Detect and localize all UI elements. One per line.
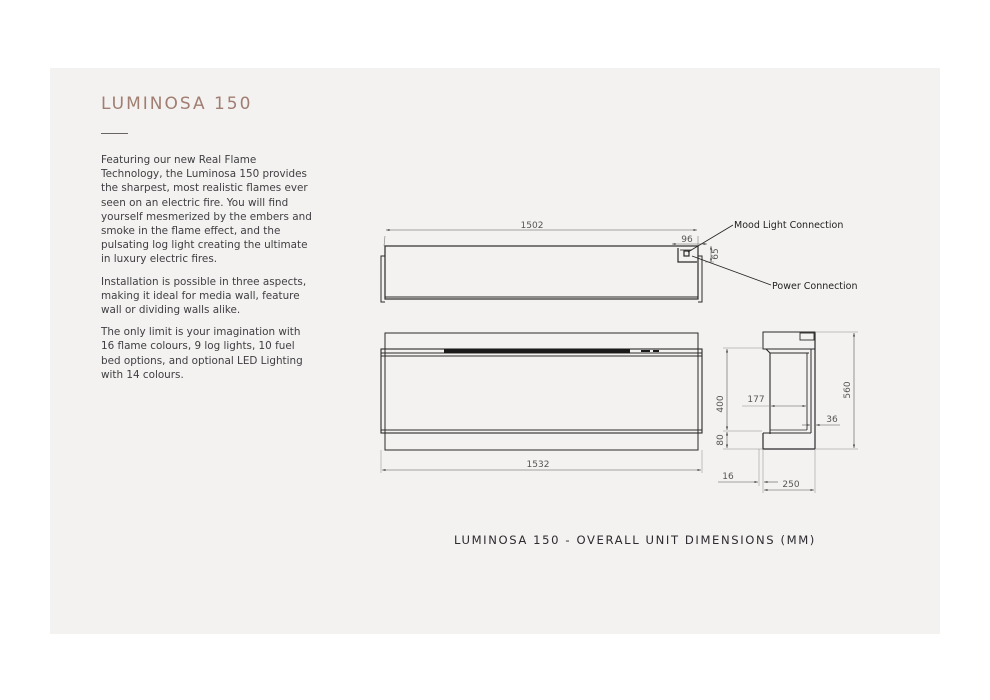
label-mood-light-connection: Mood Light Connection	[734, 220, 844, 231]
paragraph-features: Featuring our new Real Flame Technology, the Luminosa 150 provides the sharpest, most realistic flames ever seen on an electric fire. You will find yourself mesmerized by the embers and smoke in the flame effect, and the pulsating log light creating the ultimate in luxury electric fires.	[101, 154, 312, 266]
label-power-connection: Power Connection	[772, 281, 858, 292]
spec-sheet-page	[50, 68, 940, 634]
dim-total-height: 560	[843, 381, 853, 399]
page-title: LUMINOSA 150	[101, 94, 253, 114]
dim-connection-offset: 96	[681, 235, 693, 245]
dim-connection-depth: 65	[711, 248, 721, 260]
dim-lip: 16	[722, 472, 734, 482]
paragraph-options: The only limit is your imagination with 16 flame colours, 9 log lights, 10 fuel bed options, and optional LED Lighting with 14 colours.	[101, 326, 303, 381]
front-view	[381, 333, 702, 473]
side-view	[718, 332, 858, 493]
dim-opening-height: 400	[716, 395, 726, 413]
drawing-caption: LUMINOSA 150 - OVERALL UNIT DIMENSIONS (MM)	[454, 533, 816, 547]
paragraph-installation: Installation is possible in three aspects, making it ideal for media wall, feature wall or dividing walls alike.	[101, 275, 307, 317]
top-view	[381, 225, 771, 302]
dim-front-width: 1532	[526, 460, 550, 470]
dim-rear: 36	[826, 415, 838, 425]
dim-total-depth: 250	[782, 480, 800, 490]
dim-base-height: 80	[716, 434, 726, 446]
dim-top-width: 1502	[520, 221, 544, 231]
dim-inner-depth: 177	[747, 395, 765, 405]
dimension-drawing	[50, 68, 940, 634]
